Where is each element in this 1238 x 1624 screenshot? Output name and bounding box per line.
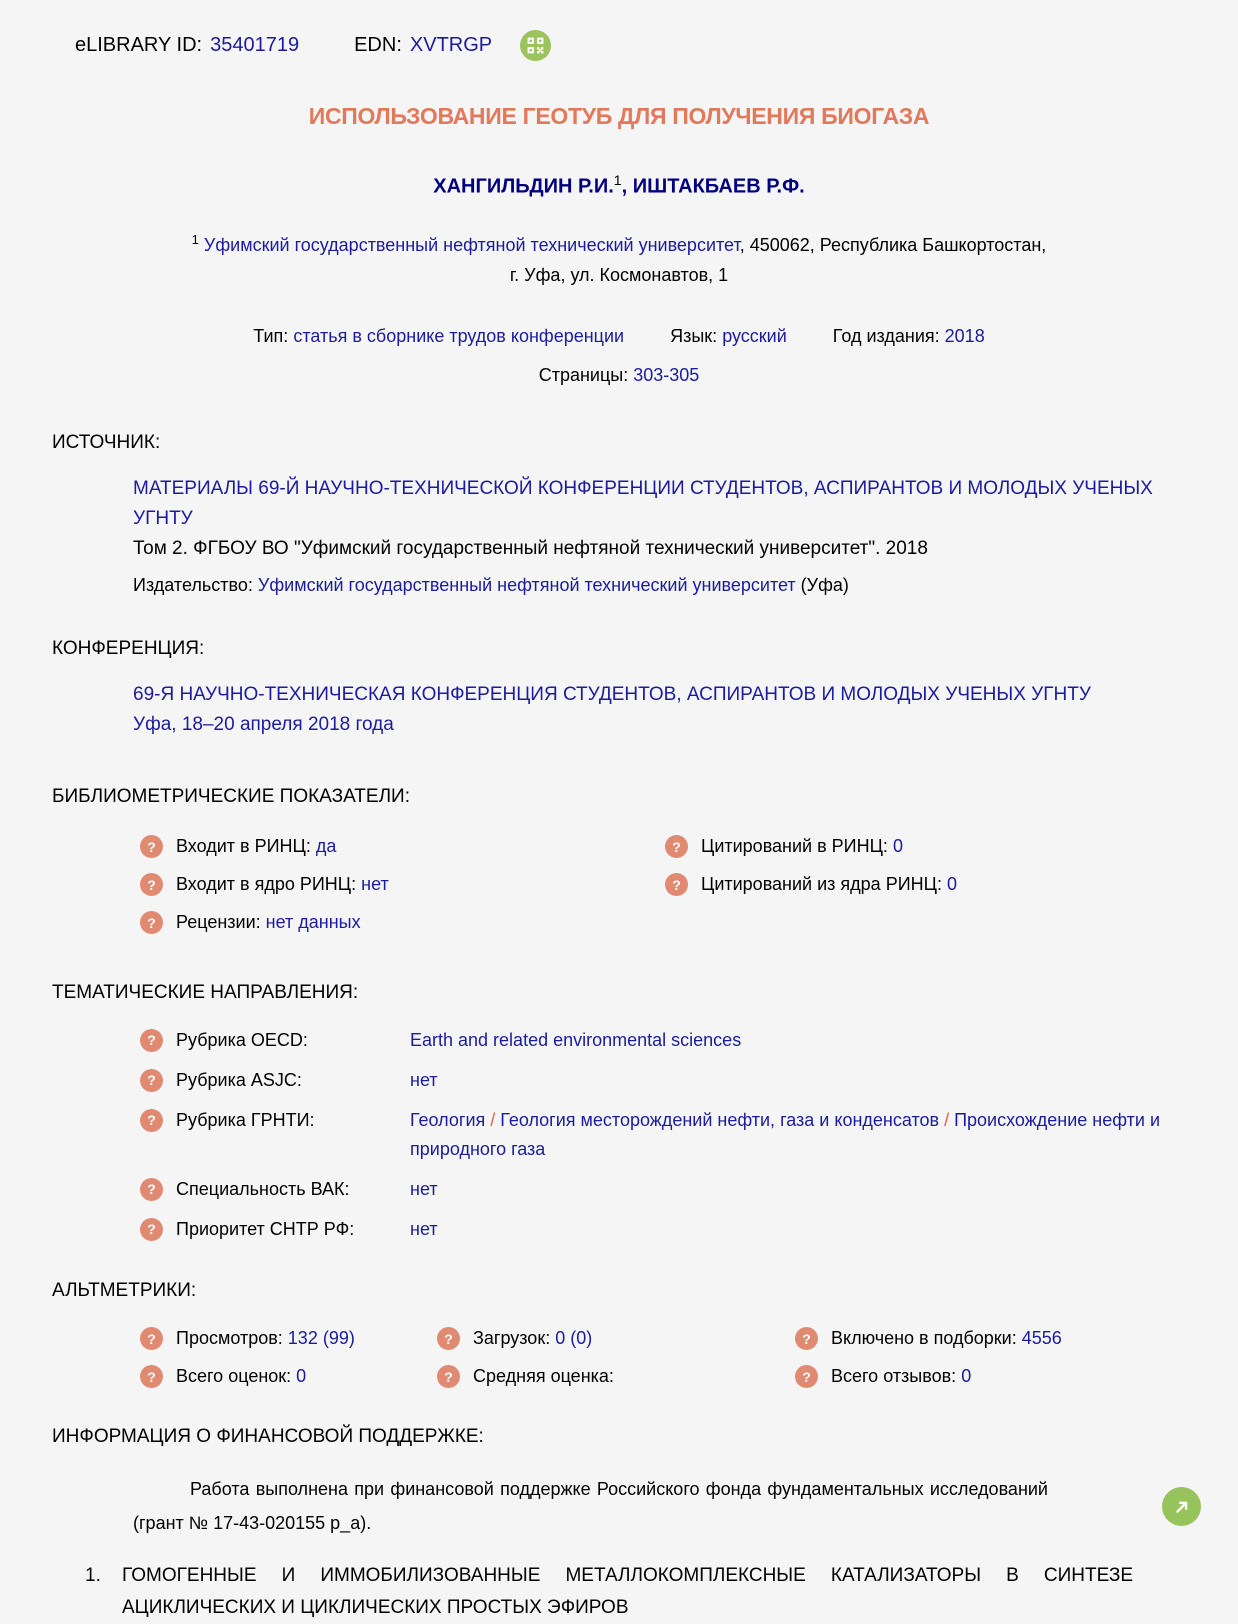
help-icon[interactable]: ? [140, 1365, 163, 1388]
bibliometrics-block [140, 828, 1238, 942]
publisher-label: Издательство: [133, 574, 253, 595]
metric-citations-rinc: ? Цитирований в РИНЦ: 0 [665, 828, 957, 866]
affiliation-address-2: г. Уфа, ул. Космонавтов, 1 [509, 264, 729, 285]
reference-item [85, 1560, 1133, 1624]
topic-row-grnti [140, 1106, 1183, 1164]
topic-row-asjc [140, 1066, 1183, 1095]
pages-line [0, 365, 1238, 386]
topic-label: Специальность ВАК: [176, 1178, 350, 1199]
topic-label: Рубрика ГРНТИ: [176, 1109, 315, 1130]
conference-place-date[interactable]: Уфа, 18–20 апреля 2018 года [133, 713, 394, 735]
topic-link[interactable]: нет [410, 1218, 438, 1239]
source-title-link[interactable]: МАТЕРИАЛЫ 69-Й НАУЧНО-ТЕХНИЧЕСКОЙ КОНФЕРЕНЦИИ СТУДЕНТОВ, АСПИРАНТОВ И МОЛОДЫХ УЧЕНЫХ УГНТУ [133, 477, 1153, 529]
elibrary-id-label: eLIBRARY ID: [75, 34, 203, 56]
funding-heading: ИНФОРМАЦИЯ О ФИНАНСОВОЙ ПОДДЕРЖКЕ: [52, 1425, 484, 1447]
authors-line: ХАНГИЛЬДИН Р.И.$^1$, ИШТАКБАЕВ Р.Ф. [433, 172, 805, 198]
scroll-link-button[interactable] [1162, 1487, 1201, 1526]
pages-label: Страницы: [538, 364, 629, 385]
affiliation [0, 225, 1238, 290]
help-icon[interactable]: ? [140, 873, 163, 896]
article-title: ИСПОЛЬЗОВАНИЕ ГЕОТУБ ДЛЯ ПОЛУЧЕНИЯ БИОГАЗА [308, 103, 930, 129]
bibliometrics-heading: БИБЛИОМЕТРИЧЕСКИЕ ПОКАЗАТЕЛИ: [52, 785, 410, 807]
altmetrics-heading: АЛЬТМЕТРИКИ: [52, 1279, 197, 1301]
edn-link[interactable]: XVTRGP [409, 34, 493, 56]
help-icon[interactable]: ? [140, 911, 163, 934]
topics-block [140, 1026, 1183, 1244]
metric-value[interactable]: 0 [892, 836, 903, 857]
year-label: Год издания: [832, 325, 940, 346]
help-icon[interactable]: ? [140, 835, 163, 858]
conference-heading: КОНФЕРЕНЦИЯ: [52, 637, 205, 659]
metric-ratings: ? Всего оценок: 0 [140, 1358, 437, 1396]
elibrary-id-link[interactable]: 35401719 [210, 34, 300, 56]
topic-separator: / [485, 1109, 501, 1130]
article-meta [0, 326, 1238, 347]
topic-row-vak [140, 1175, 1183, 1204]
metric-value[interactable]: 0 [296, 1366, 307, 1387]
topic-link[interactable]: Earth and related environmental sciences [410, 1029, 742, 1050]
topic-label: Приоритет СНТР РФ: [176, 1218, 355, 1239]
affiliation-address: , 450062, Республика Башкортостан, [739, 234, 1047, 255]
conference-title-link[interactable]: 69-Я НАУЧНО-ТЕХНИЧЕСКАЯ КОНФЕРЕНЦИЯ СТУДЕНТОВ, АСПИРАНТОВ И МОЛОДЫХ УЧЕНЫХ УГНТУ [133, 683, 1091, 705]
qr-code-icon[interactable] [520, 30, 551, 61]
edn-label: EDN: [354, 34, 402, 56]
help-icon[interactable]: ? [140, 1109, 163, 1132]
help-icon[interactable]: ? [140, 1178, 163, 1201]
topic-link[interactable]: Происхождение нефти и природного газа [410, 1109, 1160, 1159]
metric-rinc: ? Входит в РИНЦ: да [140, 828, 665, 866]
year-link[interactable]: 2018 [944, 325, 985, 346]
metric-avg-rating: ? Средняя оценка: [437, 1358, 795, 1396]
topic-separator: / [939, 1109, 955, 1130]
topic-link[interactable]: Геология месторождений нефти, газа и конденсатов [500, 1109, 940, 1130]
metric-value[interactable]: 0 [946, 874, 957, 895]
help-icon[interactable]: ? [140, 1069, 163, 1092]
metric-views: ? Просмотров: 132 (99) [140, 1320, 437, 1358]
author-link-1[interactable]: ХАНГИЛЬДИН Р.И. [433, 175, 614, 198]
metric-rinc-core: ? Входит в ядро РИНЦ: нет [140, 866, 665, 904]
affiliation-sup: 1 [191, 231, 199, 247]
topic-label: Рубрика ASJC: [176, 1069, 302, 1090]
metric-reviews-total: ? Всего отзывов: 0 [795, 1358, 1238, 1396]
help-icon[interactable]: ? [140, 1327, 163, 1350]
author-1-affil-ref: 1 [613, 172, 622, 188]
metric-value[interactable]: 4556 [1021, 1328, 1062, 1349]
help-icon[interactable]: ? [795, 1365, 818, 1388]
topic-row-oecd [140, 1026, 1183, 1055]
lang-link[interactable]: русский [722, 325, 787, 346]
source-heading: ИСТОЧНИК: [52, 431, 161, 453]
help-icon[interactable]: ? [140, 1218, 163, 1241]
metric-value[interactable]: 0 [961, 1366, 972, 1387]
help-icon[interactable]: ? [437, 1327, 460, 1350]
id-bar [0, 0, 1238, 61]
topic-link[interactable]: Геология [410, 1109, 486, 1130]
reference-number: 1. [85, 1564, 101, 1586]
publisher-city: (Уфа) [795, 574, 849, 595]
type-link[interactable]: статья в сборнике трудов конференции [293, 325, 625, 346]
metric-value[interactable]: 132 (99) [287, 1328, 355, 1349]
arrow-up-right-icon [1173, 1498, 1191, 1516]
pages-link[interactable]: 303-305 [633, 364, 700, 385]
metric-reviews: ? Рецензии: нет данных [140, 904, 665, 942]
affiliation-org-link[interactable]: Уфимский государственный нефтяной технический университет [203, 234, 740, 255]
funding-text: Работа выполнена при финансовой поддержке Российского фонда фундаментальных исследований (грант № 17-43-020155 р_а). [133, 1478, 1048, 1533]
topic-link[interactable]: нет [410, 1178, 438, 1199]
metric-citations-core: ? Цитирований из ядра РИНЦ: 0 [665, 866, 957, 904]
reference-title-link[interactable]: ГОМОГЕННЫЕ И ИММОБИЛИЗОВАННЫЕ МЕТАЛЛОКОМПЛЕКСНЫЕ КАТАЛИЗАТОРЫ В СИНТЕЗЕ АЦИКЛИЧЕСКИХ И ЦИКЛИЧЕСКИХ ПРОСТЫХ ЭФИРОВ [122, 1564, 1133, 1618]
topic-label: Рубрика OECD: [176, 1029, 308, 1050]
topics-heading: ТЕМАТИЧЕСКИЕ НАПРАВЛЕНИЯ: [52, 981, 359, 1003]
metric-value[interactable]: нет [361, 874, 389, 895]
author-link-2[interactable]: ИШТАКБАЕВ Р.Ф. [632, 175, 805, 198]
metric-value[interactable]: 0 (0) [555, 1328, 593, 1349]
topic-row-sntr [140, 1215, 1183, 1244]
lang-label: Язык: [670, 325, 718, 346]
help-icon[interactable]: ? [665, 835, 688, 858]
publisher-link[interactable]: Уфимский государственный нефтяной технический университет [257, 574, 796, 595]
help-icon[interactable]: ? [795, 1327, 818, 1350]
help-icon[interactable]: ? [437, 1365, 460, 1388]
topic-link[interactable]: нет [410, 1069, 438, 1090]
help-icon[interactable]: ? [140, 1029, 163, 1052]
metric-value[interactable]: да [315, 836, 337, 857]
source-volume-line: Том 2. ФГБОУ ВО "Уфимский государственный нефтяной технический университет". 2018 [133, 537, 928, 559]
altmetrics-block [140, 1320, 1238, 1396]
type-label: Тип: [253, 325, 289, 346]
metric-value[interactable]: нет данных [265, 912, 361, 933]
help-icon[interactable]: ? [665, 873, 688, 896]
metric-collections: ? Включено в подборки: 4556 [795, 1320, 1238, 1358]
metric-downloads: ? Загрузок: 0 (0) [437, 1320, 795, 1358]
